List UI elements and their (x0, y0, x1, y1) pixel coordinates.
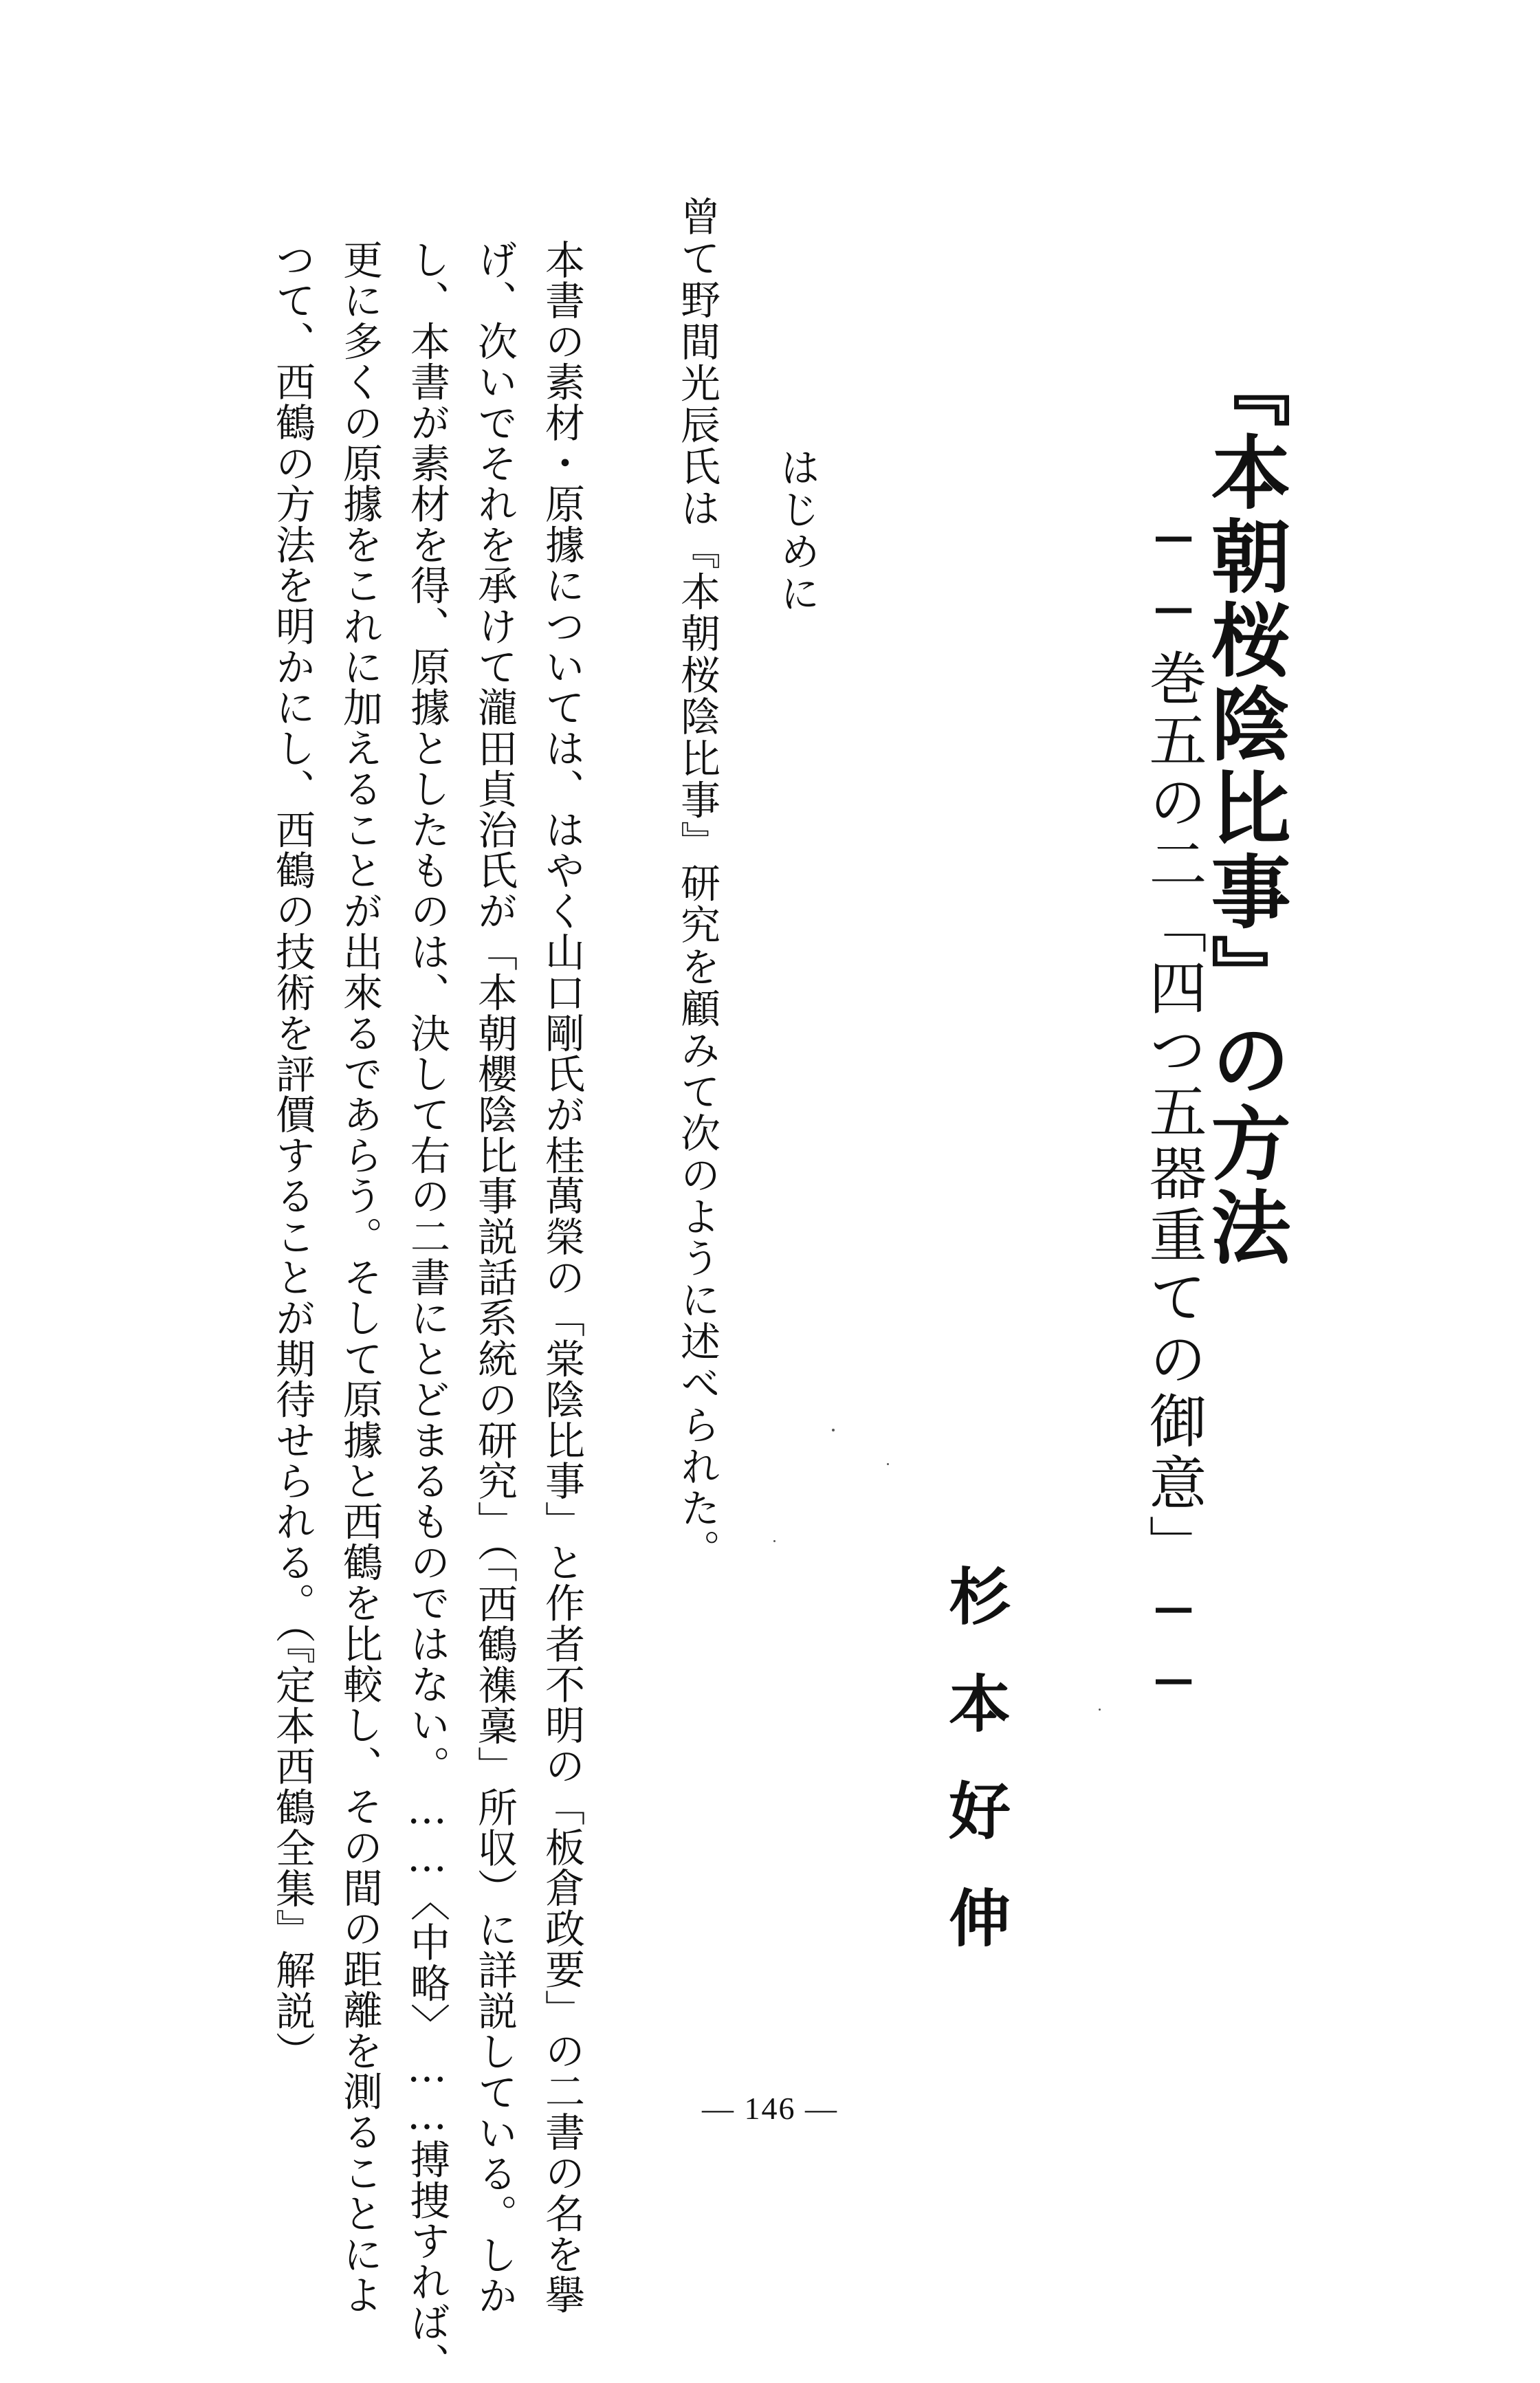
page-number: — 146 — (702, 2091, 838, 2126)
scan-speck (1099, 1709, 1101, 1711)
quote-line: 更に多くの原據をこれに加えることが出來るであらう。そして原據と西鶴を比較し、その間の距離を測ることによ (336, 239, 383, 2316)
quote-line: し、本書が素材を得、原據としたものは、決して右の二書にとどまるものではない。……〈中略〉……搏捜すれば、 (404, 239, 450, 2383)
scan-speck (887, 1463, 889, 1465)
quote-line: つて、西鶴の方法を明かにし、西鶴の技術を評價することが期待せられる。（『定本西鶴全集』解説） (269, 239, 316, 2072)
scan-speck (832, 1429, 835, 1431)
section-heading: はじめに (773, 447, 820, 615)
quote-line: 本書の素材・原據については、はやく山口剛氏が桂萬榮の「棠陰比事」と作者不明の「板倉政要」の二書の名を擧 (538, 239, 585, 2316)
article-subtitle: ──巻五の二「四つ五器重ての御意」── (1140, 505, 1207, 1720)
article-title: 『本朝桜陰比事』の方法 (1198, 347, 1291, 1270)
body-lead-line: 曾て野間光辰氏は『本朝桜陰比事』研究を顧みて次のように述べられた。 (674, 196, 720, 1571)
author-name: 杉本好伸 (938, 1564, 1011, 1993)
quote-line: げ、次いでそれを承けて瀧田貞治氏が「本朝櫻陰比事説話系統の研究」（「西鶴襍稾」所収）に詳説している。しか (471, 239, 518, 2316)
scan-speck (773, 1540, 776, 1542)
